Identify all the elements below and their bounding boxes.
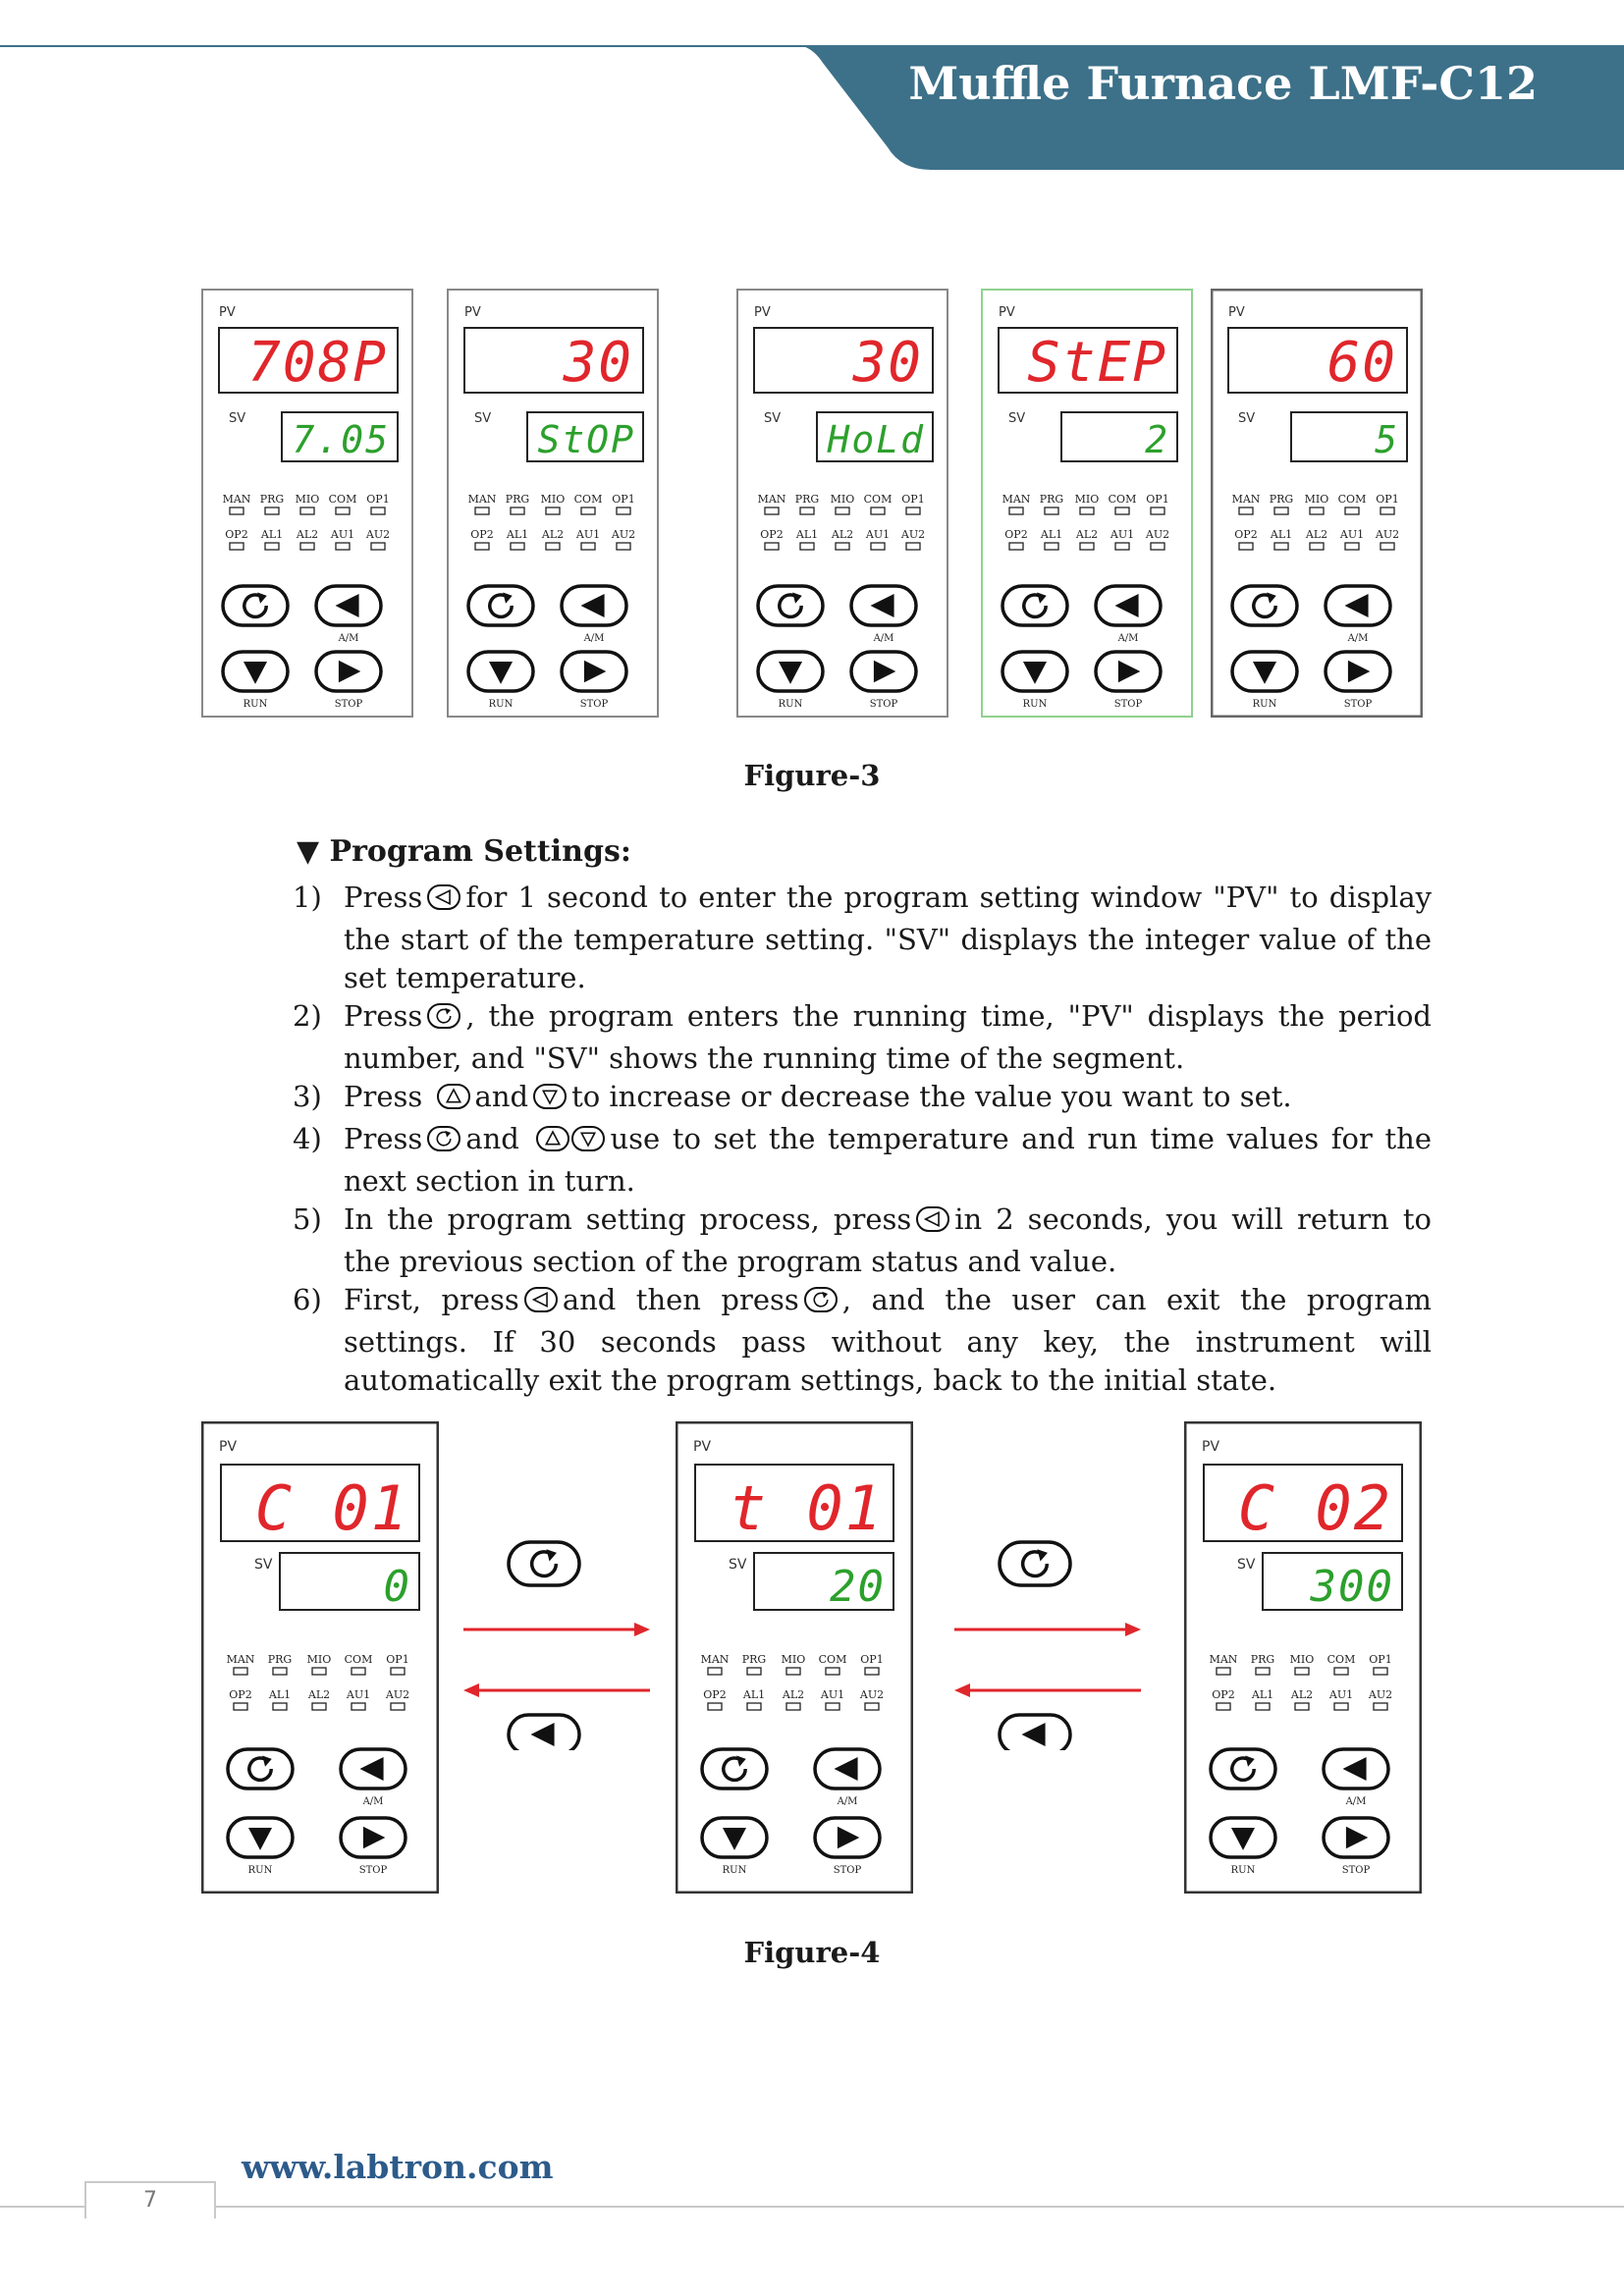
indicator-label: AU1 (820, 1688, 845, 1701)
indicator-label: OP1 (901, 493, 925, 506)
indicator-label: AU2 (365, 528, 391, 541)
indicator-label: COM (573, 493, 603, 506)
stop-key-label: STOP (334, 699, 363, 710)
pv-label: PV (754, 305, 771, 320)
program-settings-steps (293, 879, 1432, 1400)
stop-key-label: STOP (579, 699, 609, 710)
indicator-label: COM (1326, 1653, 1356, 1666)
indicator-label: COM (344, 1653, 373, 1666)
indicator-label: MAN (222, 493, 251, 506)
sv-display-value: 7.05 (292, 418, 390, 461)
pv-label: PV (219, 305, 236, 320)
indicator-label: MIO (781, 1653, 806, 1666)
up-key-icon (535, 1124, 570, 1162)
indicator-label: MAN (1231, 493, 1261, 506)
sv-label: SV (729, 1557, 747, 1573)
pv-display-value: StEP (1027, 331, 1167, 395)
indicator-label: AU2 (1145, 528, 1170, 541)
cycle-key-icon (426, 1001, 461, 1040)
am-key-label: A/M (362, 1796, 384, 1807)
figure-3-caption: Figure-3 (743, 759, 881, 792)
stop-key-label: STOP (1341, 1865, 1371, 1876)
indicator-label: OP2 (225, 528, 248, 541)
sv-display-value: HoLd (827, 418, 925, 461)
indicator-label: MAN (757, 493, 786, 506)
left-key-icon (523, 1285, 559, 1323)
controller-panel-drawing (201, 289, 413, 718)
step-3: 3) Press and to increase or decrease the value you want to set. (293, 1078, 1432, 1120)
indicator-label: OP2 (760, 528, 784, 541)
controller-panel (981, 289, 1193, 718)
indicator-label: OP1 (1146, 493, 1169, 506)
indicator-label: AL2 (307, 1688, 331, 1701)
indicator-label: AL1 (1270, 528, 1293, 541)
sv-label: SV (254, 1557, 273, 1573)
indicator-label: AL1 (268, 1688, 292, 1701)
indicator-label: AL2 (831, 528, 854, 541)
indicator-label: PRG (1039, 493, 1064, 506)
sv-display-value: 300 (1310, 1562, 1394, 1612)
indicator-label: OP2 (470, 528, 494, 541)
stop-key-label: STOP (1113, 699, 1143, 710)
indicator-label: PRG (259, 493, 285, 506)
indicator-label: OP2 (1234, 528, 1258, 541)
sv-display-value: 0 (383, 1562, 411, 1612)
pv-display-value: 30 (563, 331, 633, 395)
am-key-label: A/M (338, 633, 359, 644)
indicator-label: OP1 (612, 493, 635, 506)
indicator-label: AU2 (611, 528, 636, 541)
stop-key-label: STOP (358, 1865, 388, 1876)
indicator-label: PRG (794, 493, 820, 506)
am-key-label: A/M (873, 633, 894, 644)
indicator-label: AL1 (506, 528, 529, 541)
indicator-label: AU2 (1368, 1688, 1393, 1701)
sv-label: SV (474, 411, 492, 426)
sv-label: SV (1238, 411, 1256, 426)
sv-label: SV (1008, 411, 1026, 426)
controller-panel-drawing (201, 1421, 439, 1894)
indicator-label: OP1 (860, 1653, 884, 1666)
sv-display-value: 20 (830, 1562, 886, 1612)
indicator-label: MIO (1289, 1653, 1315, 1666)
indicator-label: PRG (505, 493, 530, 506)
indicator-label: AL2 (1290, 1688, 1314, 1701)
controller-panel-drawing (1211, 289, 1423, 718)
sv-label: SV (1237, 1557, 1256, 1573)
document-title: Muffle Furnace LMF-C12 (908, 57, 1538, 110)
figure-4-caption: Figure-4 (743, 1936, 881, 1969)
cycle-key-icon (426, 1124, 461, 1162)
indicator-label: COM (1108, 493, 1137, 506)
pv-label: PV (693, 1439, 712, 1455)
indicator-label: MIO (1304, 493, 1329, 506)
pv-display-value: t 01 (729, 1472, 884, 1544)
left-key-icon (426, 882, 461, 921)
indicator-label: AL2 (782, 1688, 805, 1701)
run-key-label: RUN (722, 1865, 747, 1876)
am-key-label: A/M (1347, 633, 1369, 644)
am-key-label: A/M (837, 1796, 858, 1807)
controller-panel (736, 289, 948, 718)
indicator-label: MIO (295, 493, 320, 506)
pv-label: PV (219, 1439, 238, 1455)
indicator-label: AU2 (385, 1688, 410, 1701)
indicator-label: OP2 (229, 1688, 252, 1701)
step-1: 1) Press for 1 second to enter the program setting window "PV" to display the start of the temperature setting. "SV" displays the integer value of the set temperature. (293, 881, 1432, 994)
indicator-label: AU1 (1328, 1688, 1354, 1701)
website-link[interactable]: www.labtron.com (242, 2148, 554, 2186)
pv-label: PV (999, 305, 1015, 320)
controller-panel-drawing (447, 289, 659, 718)
indicator-label: MIO (1074, 493, 1100, 506)
indicator-label: MAN (1209, 1653, 1238, 1666)
program-settings-heading: ▼ Program Settings: (297, 834, 631, 869)
indicator-label: AU2 (1375, 528, 1400, 541)
indicator-label: OP1 (366, 493, 390, 506)
stop-key-label: STOP (1343, 699, 1373, 710)
transition-arrows (945, 1524, 1151, 1754)
indicator-label: PRG (267, 1653, 293, 1666)
indicator-label: PRG (1269, 493, 1294, 506)
sv-display-value: 5 (1375, 418, 1399, 461)
pv-label: PV (464, 305, 481, 320)
left-key-icon (915, 1204, 950, 1243)
indicator-label: AL1 (1040, 528, 1063, 541)
cycle-key-icon (803, 1285, 839, 1323)
indicator-label: COM (818, 1653, 847, 1666)
indicator-label: AU1 (865, 528, 891, 541)
page-number: 7 (84, 2181, 216, 2218)
indicator-label: OP2 (1212, 1688, 1235, 1701)
run-key-label: RUN (1230, 1865, 1256, 1876)
indicator-label: AL1 (260, 528, 284, 541)
indicator-label: AU1 (1339, 528, 1365, 541)
indicator-label: AU2 (859, 1688, 885, 1701)
indicator-label: AL2 (1305, 528, 1328, 541)
indicator-label: AU1 (346, 1688, 371, 1701)
indicator-label: MAN (700, 1653, 730, 1666)
controller-panel-drawing (676, 1421, 913, 1894)
pv-display-value: C 01 (254, 1472, 409, 1544)
step-2: 2) Press , the program enters the running time, "PV" displays the period number, and "SV" shows the running time of the segment. (293, 999, 1432, 1075)
am-key-label: A/M (583, 633, 605, 644)
run-key-label: RUN (243, 699, 268, 710)
indicator-label: OP1 (386, 1653, 409, 1666)
indicator-label: AU2 (900, 528, 926, 541)
pv-display-value: C 02 (1237, 1472, 1392, 1544)
stop-key-label: STOP (869, 699, 898, 710)
sv-label: SV (229, 411, 246, 426)
am-key-label: A/M (1345, 1796, 1367, 1807)
indicator-label: AL2 (541, 528, 565, 541)
indicator-label: MAN (467, 493, 497, 506)
indicator-label: MIO (830, 493, 855, 506)
controller-panel-drawing (736, 289, 948, 718)
run-key-label: RUN (778, 699, 803, 710)
controller-panel (1184, 1421, 1422, 1894)
sv-display-value: 2 (1145, 418, 1169, 461)
indicator-label: COM (1337, 493, 1367, 506)
indicator-label: AL1 (742, 1688, 766, 1701)
indicator-label: AL1 (1251, 1688, 1274, 1701)
indicator-label: AU1 (575, 528, 601, 541)
run-key-label: RUN (1022, 699, 1048, 710)
controller-panel-drawing (981, 289, 1193, 718)
indicator-label: OP1 (1369, 1653, 1392, 1666)
pv-display-value: 708P (247, 331, 388, 395)
indicator-label: MAN (1001, 493, 1031, 506)
controller-panel (447, 289, 659, 718)
am-key-label: A/M (1117, 633, 1139, 644)
run-key-label: RUN (1252, 699, 1277, 710)
down-key-icon (532, 1082, 568, 1120)
indicator-label: AL1 (795, 528, 819, 541)
indicator-label: MIO (540, 493, 566, 506)
step-5: 5) In the program setting process, press in 2 seconds, you will return to the previous section of the program status and value. (293, 1202, 1432, 1278)
up-key-icon (436, 1082, 471, 1120)
pv-label: PV (1202, 1439, 1220, 1455)
indicator-label: COM (863, 493, 893, 506)
step-6: 6) First, press and then press , and the user can exit the program settings. If 30 seconds pass without any key, the instrument will automatically exit the program settings, back to the initial state. (293, 1283, 1432, 1397)
indicator-label: MAN (226, 1653, 255, 1666)
controller-panel (676, 1421, 913, 1894)
pv-display-value: 30 (852, 331, 923, 395)
pv-label: PV (1228, 305, 1245, 320)
indicator-label: OP1 (1376, 493, 1399, 506)
sv-label: SV (764, 411, 782, 426)
indicator-label: PRG (1250, 1653, 1275, 1666)
run-key-label: RUN (488, 699, 514, 710)
controller-panel (201, 1421, 439, 1894)
transition-arrows (454, 1524, 660, 1754)
indicator-label: COM (328, 493, 357, 506)
indicator-label: AU1 (330, 528, 355, 541)
controller-panel-drawing (1184, 1421, 1422, 1894)
stop-key-label: STOP (833, 1865, 862, 1876)
header-strip (0, 45, 825, 47)
footer-rule (0, 2206, 1624, 2208)
controller-panel (201, 289, 413, 718)
pv-display-value: 60 (1326, 331, 1397, 395)
indicator-label: AL2 (296, 528, 319, 541)
indicator-label: AU1 (1110, 528, 1135, 541)
controller-panel (1211, 289, 1423, 718)
indicator-label: AL2 (1075, 528, 1099, 541)
down-key-icon (570, 1124, 606, 1162)
indicator-label: MIO (306, 1653, 332, 1666)
indicator-label: OP2 (703, 1688, 727, 1701)
step-4: 4) Press and use to set the temperature and run time values for the next section in turn. (293, 1122, 1432, 1198)
indicator-label: PRG (741, 1653, 767, 1666)
run-key-label: RUN (247, 1865, 273, 1876)
sv-display-value: StOP (537, 418, 635, 461)
indicator-label: OP2 (1004, 528, 1028, 541)
